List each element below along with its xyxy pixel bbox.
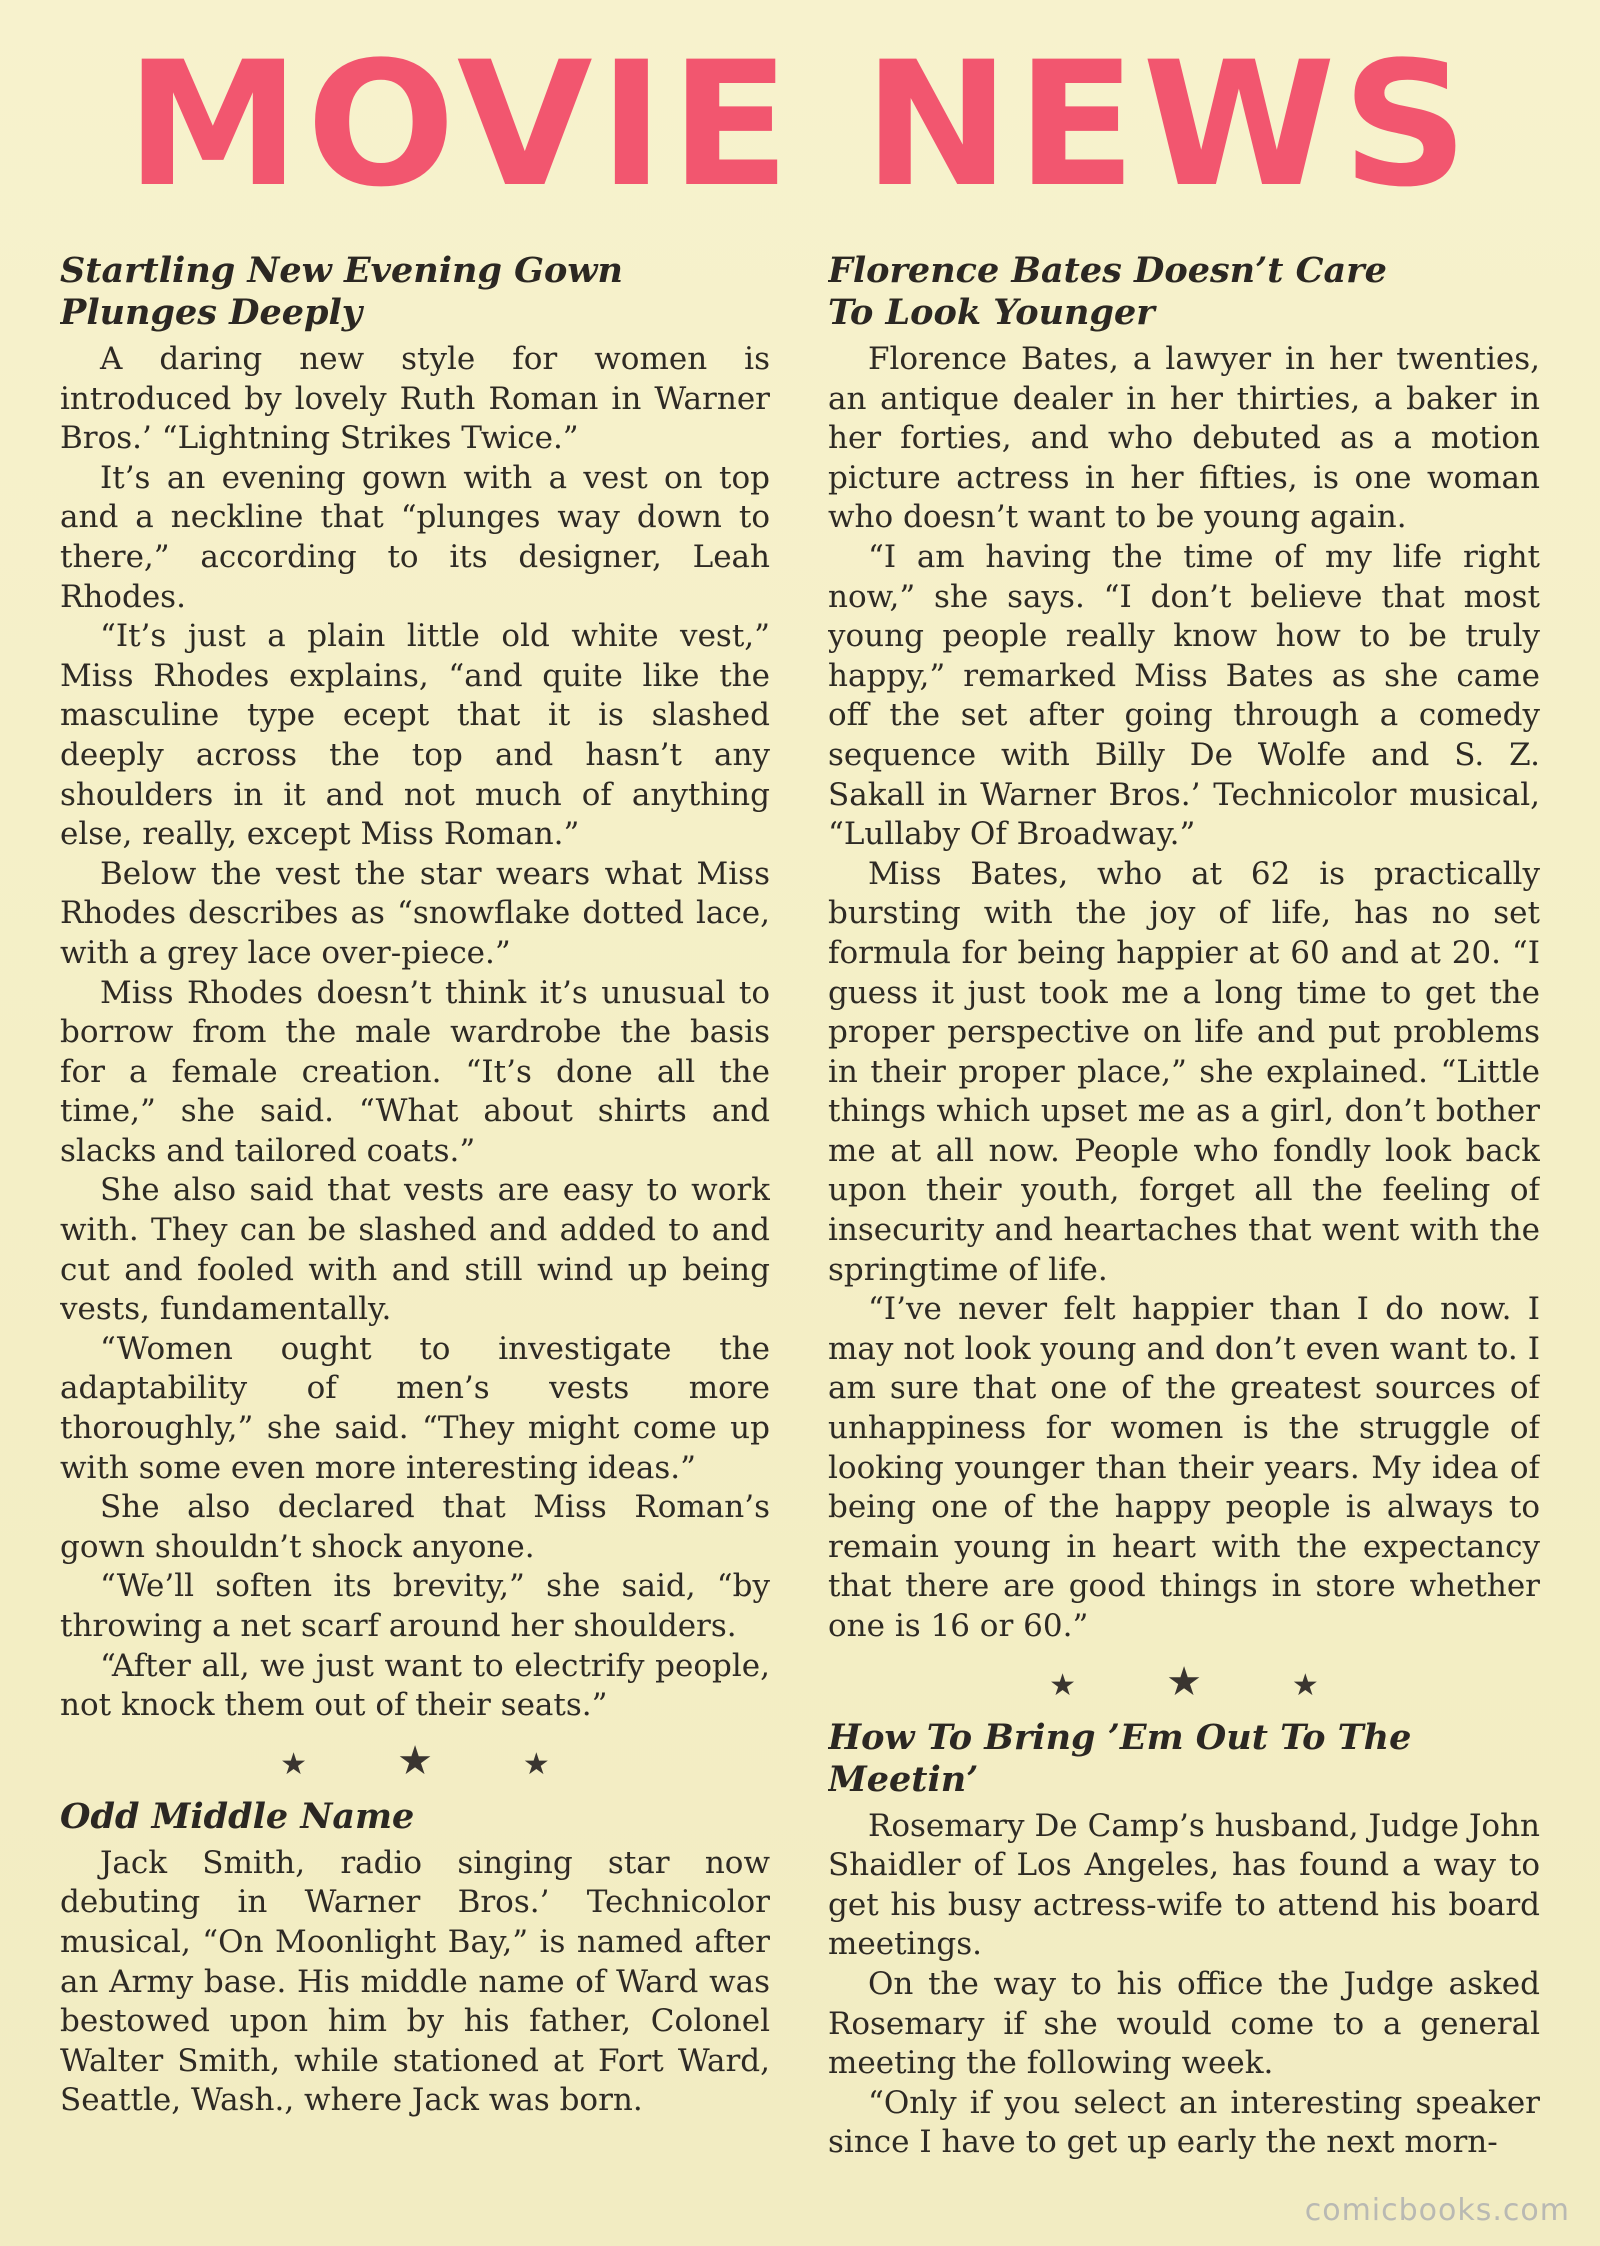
masthead <box>0 24 1600 225</box>
headline-line-1: Florence Bates Doesn’t Care <box>828 250 1387 291</box>
paragraph: Below the vest the star wears what Miss Rhodes describes as “snowflake dotted lace, with a grey lace over-piece.” <box>60 855 770 971</box>
star-icon: ★ <box>522 1746 640 1782</box>
star-icon: ★ <box>280 1746 398 1782</box>
star-icon: ★ <box>1049 1667 1167 1703</box>
paragraph: It’s an evening gown with a vest on top and a neckline that “plunges way down to there,” according to its designer, Leah Rhodes. <box>60 459 770 615</box>
article-odd-middle-name <box>60 1796 770 2121</box>
article-evening-gown <box>60 250 770 1726</box>
star-icon: ★ <box>397 1737 523 1784</box>
left-column <box>60 250 770 2210</box>
paragraph: Jack Smith, radio singing star now debuting in Warner Bros.’ Technicolor musical, “On Moonlight Bay,” is named after an Army base. His middle name of Ward was bestowed upon him by his father, Colonel Walter Smith, while stationed at Fort Ward, Seattle, Wash., where Jack was born. <box>60 1844 770 2119</box>
article-headline: Odd Middle Name <box>60 1795 415 1837</box>
paragraph: She also said that vests are easy to work with. They can be slashed and added to and cut and fooled with and still wind up being vests, fundamentally. <box>60 1172 770 1328</box>
paragraph: Miss Rhodes doesn’t think it’s unusual to borrow from the male wardrobe the basis for a female creation. “It’s done all the time,” she said. “What about shirts and slacks and tailored coats.” <box>60 974 770 1169</box>
paragraph: She also declared that Miss Roman’s gown shouldn’t shock anyone. <box>60 1489 770 1565</box>
paragraph: “Only if you select an interesting speaker since I have to get up early the next morn- <box>828 2084 1540 2161</box>
paragraph: “Women ought to investigate the adaptability of men’s vests more thoroughly,” she said. “They might come up with some even more interesting ideas.” <box>60 1330 770 1486</box>
article-headline: How To Bring ’Em Out To The Meetin’ <box>828 1716 1412 1800</box>
star-divider <box>60 1726 770 1796</box>
paragraph: Miss Bates, who at 62 is practically bursting with the joy of life, has no set formula for being happier at 60 and at 20. “I guess it just took me a long time to get the proper perspective on life and put problems in their proper place,” she explained. “Little things which upset me as a girl, don’t bother me at all now. People who fondly look back upon their youth, forget all the feeling of insecurity and heartaches that went with the springtime of life. <box>828 855 1540 1288</box>
headline-line-1: Startling New Evening Gown <box>60 250 623 291</box>
article-bring-em-out <box>828 1717 1540 2163</box>
star-divider <box>828 1647 1540 1717</box>
star-icon: ★ <box>1291 1667 1409 1703</box>
paragraph: “I’ve never felt happier than I do now. I may not look young and don’t even want to. I am sure that one of the greatest sources of unhappiness for women is the struggle of looking younger than their years. My idea of being one of the happy people is always to remain young in heart with the expectancy that there are good things in store whether one is 16 or 60.” <box>828 1291 1540 1644</box>
right-column <box>828 250 1540 2210</box>
paragraph: A daring new style for women is introduced by lovely Ruth Roman in Warner Bros.’ “Lightning Strikes Twice.” <box>60 341 770 457</box>
paragraph: “After all, we just want to electrify people, not knock them out of their seats.” <box>60 1647 770 1724</box>
article-headline <box>828 250 1540 334</box>
article-headline <box>60 250 770 334</box>
article-florence-bates <box>828 250 1540 1647</box>
paragraph: “It’s just a plain little old white vest,” Miss Rhodes explains, “and quite like the masculine type ecept that it is slashed deeply across the top and hasn’t any shoulders in it and not much of anything else, really, except Miss Roman.” <box>60 618 770 853</box>
headline-line-2: To Look Younger <box>828 292 1155 333</box>
paragraph: “I am having the time of my life right now,” she says. “I don’t believe that most young people really know how to be truly happy,” remarked Miss Bates as she came off the set after going through a comedy sequence with Billy De Wolfe and S. Z. Sakall in Warner Bros.’ Technicolor musical, “Lullaby Of Broadway.” <box>828 538 1540 853</box>
star-icon: ★ <box>1166 1658 1292 1705</box>
page-title: MOVIE NEWS <box>125 24 1475 225</box>
watermark: comicbooks.com <box>1304 2193 1570 2228</box>
paragraph: On the way to his office the Judge asked Rosemary if she would come to a general meeting the following week. <box>828 1965 1540 2082</box>
paragraph: “We’ll soften its brevity,” she said, “by throwing a net scarf around her shoulders. <box>60 1568 770 1644</box>
headline-line-2: Plunges Deeply <box>60 292 363 333</box>
paragraph: Rosemary De Camp’s husband, Judge John Shaidler of Los Angeles, has found a way to get his busy actress-wife to attend his board meetings. <box>828 1807 1540 1963</box>
paragraph: Florence Bates, a lawyer in her twenties, an antique dealer in her thirties, a baker in her forties, and who debuted as a motion picture actress in her fifties, is one woman who doesn’t want to be young again. <box>828 341 1540 536</box>
